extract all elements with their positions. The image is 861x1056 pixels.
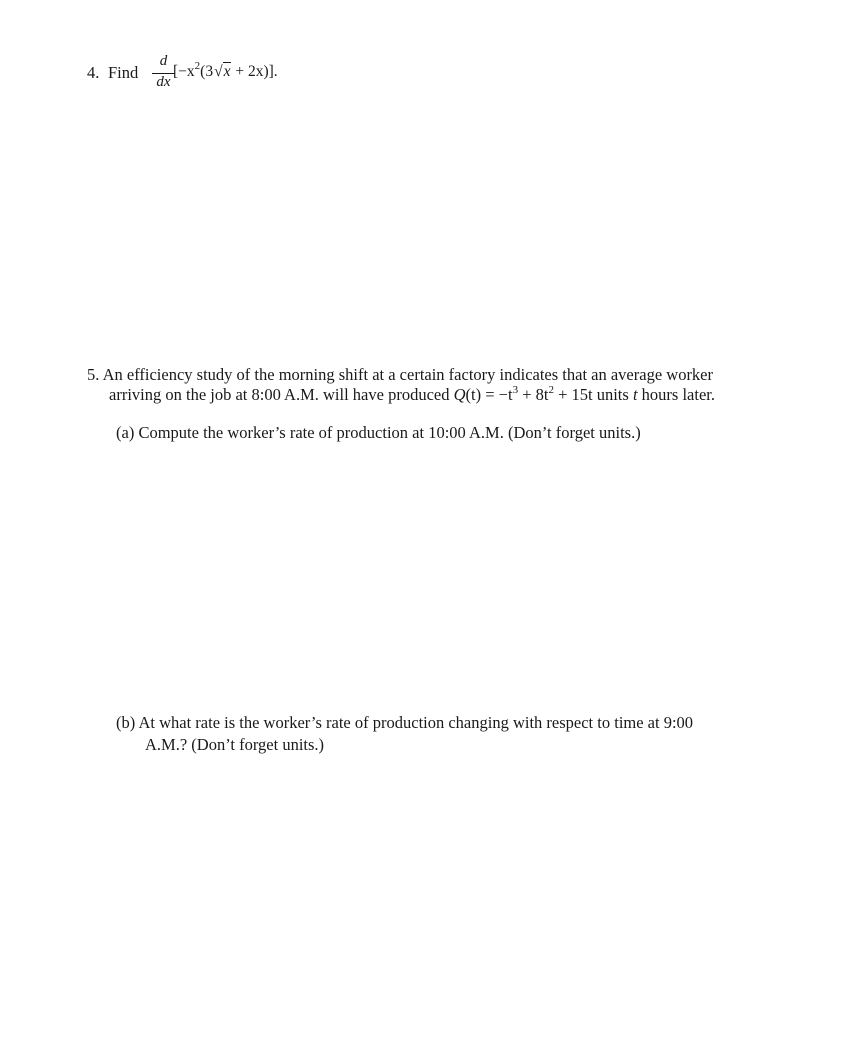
derivative-operator	[152, 54, 175, 94]
derivative-numerator: d	[159, 53, 168, 69]
equation-part2: + 8t	[518, 385, 549, 404]
hours-later-text: hours later.	[637, 385, 715, 404]
radical-sign: √	[214, 63, 223, 80]
problem-5-part-b-line1	[116, 713, 693, 733]
part-a-label: (a)	[116, 423, 135, 442]
problem-5-statement-line1	[87, 365, 713, 385]
problem-5-text-line2a: arriving on the job at 8:00 A.M. will have produced	[109, 385, 454, 404]
equation-part1: = −t	[481, 385, 513, 404]
t-variable: t	[632, 385, 638, 404]
problem-5-number: 5.	[87, 365, 100, 384]
radicand: x	[223, 63, 231, 80]
problem-5-statement-line2	[109, 385, 715, 405]
expr-open: [−x	[173, 63, 195, 80]
derivative-denominator: dx	[156, 74, 171, 90]
part-b-label: (b)	[116, 713, 136, 732]
exponent-2: 2	[548, 384, 554, 396]
problem-4-find-label: Find	[108, 63, 139, 82]
exponent-3: 3	[512, 384, 519, 396]
q-symbol: Q	[453, 385, 466, 404]
units-text: units	[592, 385, 633, 404]
problem-4-expression	[173, 60, 278, 81]
problem-4-number: 4.	[87, 63, 100, 82]
expr-mid: (3	[200, 63, 214, 80]
part-b-text-line2: A.M.? (Don’t forget units.)	[145, 735, 325, 754]
part-a-text: Compute the worker’s rate of production at 10:00 A.M. (Don’t forget units.)	[138, 423, 641, 442]
problem-5-text-line1: An efficiency study of the morning shift at a certain factory indicates that an average worker	[102, 365, 714, 384]
part-b-text-line1: At what rate is the worker’s rate of production changing with respect to time at 9:00	[138, 713, 694, 732]
expr-close: + 2x)].	[231, 63, 278, 80]
square-root	[213, 63, 231, 81]
t-argument: (t)	[465, 385, 482, 404]
equation-part3: + 15t	[553, 385, 593, 404]
problem-5-part-a	[116, 423, 641, 443]
expr-exponent: 2	[194, 60, 201, 72]
problem-5-part-b-line2	[145, 735, 324, 755]
